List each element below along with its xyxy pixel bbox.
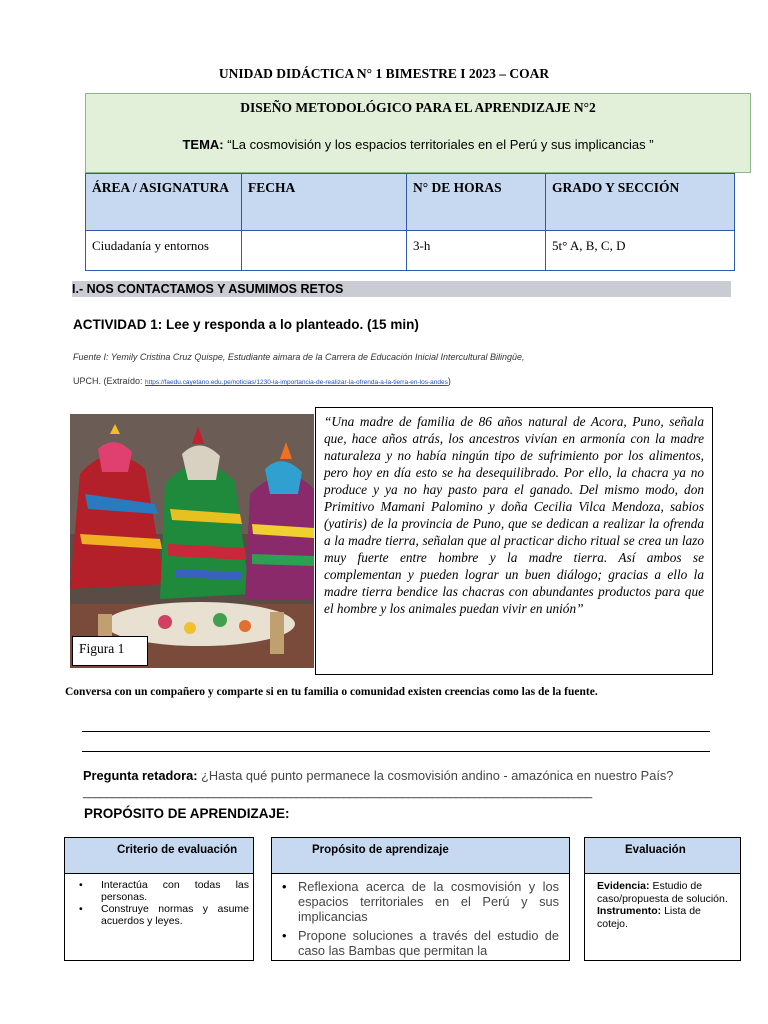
activity-heading: ACTIVIDAD 1: Lee y responda a lo planteado. (15 min) — [73, 317, 419, 332]
tema-text: “La cosmovisión y los espacios territoriales en el Perú y sus implicancias ” — [227, 137, 654, 152]
section-heading: I.- NOS CONTACTAMOS Y ASUMIMOS RETOS — [72, 281, 731, 297]
source-line-2 — [73, 376, 451, 386]
proposito-item: • Propone soluciones a través del estudio de caso las Bambas que permitan la — [282, 928, 559, 958]
value-fecha — [242, 231, 407, 271]
source-suffix: ) — [447, 376, 451, 386]
info-table-header-row — [86, 174, 735, 231]
evidencia-label: Evidencia: — [597, 880, 650, 892]
source-line-1: Fuente I: Yemily Cristina Cruz Quispe, Estudiante aimara de la Carrera de Educación Inicial Intercultural Bilingüe, — [73, 352, 525, 362]
info-table-value-row — [86, 231, 735, 271]
info-table — [85, 173, 735, 271]
instrumento-line — [597, 905, 732, 930]
design-header-box — [85, 93, 751, 173]
pregunta-blank[interactable]: ______________________________________________________________________________________ — [83, 787, 592, 799]
criterio-header: Criterio de evaluación — [65, 838, 253, 874]
header-area: ÁREA / ASIGNATURA — [86, 174, 242, 231]
source-link[interactable]: https://faedu.cayetano.edu.pe/noticias/1230-la-importancia-de-realizar-la-ofrenda-a-la-tierra-en-los-andes — [145, 379, 448, 386]
criterio-item: • Interactúa con todas las personas. — [73, 879, 249, 903]
proposito-item: • Reflexiona acerca de la cosmovisión y los espacios territoriales en el Perú y sus implicancias — [282, 879, 559, 924]
header-horas: N° DE HORAS — [407, 174, 546, 231]
design-title: DISEÑO METODOLÓGICO PARA EL APRENDIZAJE N°2 — [240, 100, 596, 115]
proposito-header: Propósito de aprendizaje — [272, 838, 569, 874]
evidencia-text: Estudio de caso/propuesta de solución. — [597, 880, 728, 905]
evaluacion-header: Evaluación — [585, 838, 740, 874]
unit-title: UNIDAD DIDÁCTICA N° 1 BIMESTRE I 2023 – COAR — [218, 66, 550, 81]
answer-line-2[interactable] — [82, 751, 710, 752]
header-grado: GRADO Y SECCIÓN — [546, 174, 735, 231]
instrumento-text: Lista de cotejo. — [597, 905, 701, 930]
value-area: Ciudadanía y entornos — [86, 231, 242, 271]
tema-line — [166, 137, 670, 152]
pregunta-retadora — [83, 768, 723, 801]
evidencia-line — [597, 880, 732, 905]
tema-label: TEMA: — [182, 137, 224, 152]
instrumento-label: Instrumento: — [597, 905, 662, 917]
source-prefix: UPCH. (Extraído: — [73, 376, 143, 386]
quote-box: “Una madre de familia de 86 años natural de Acora, Puno, señala que, hace años atrás, los ancestros vivían en armonía con la madre naturaleza y no había ningún tipo de sufrimiento por los alimentos, pero hoy en día esto se ha desequilibrado. Por ello, la chacra ya no produce y ya no hay pasto para el ganado. Del mismo modo, don Primitivo Mamani Palomino y doña Cecilia Vilca Mendoza, sabios (yatiris) de la provincia de Puno, que se dedican a realizar la ofrenda a la madre tierra, señalan que al practicar dicho ritual se crea un lazo muy fuerte entre hombre y la madre tierra. Así ambos se complementan y pueden lograr un buen diálogo; gracias a ello la madre tierra bendice las chacras con abundantes productos para que el hombre y los animales puedan vivir en unión” — [315, 407, 713, 675]
value-grado: 5t° A, B, C, D — [546, 231, 735, 271]
proposito-title: PROPÓSITO DE APRENDIZAJE: — [84, 806, 290, 821]
pregunta-label: Pregunta retadora: — [83, 768, 198, 783]
conversa-instruction: Conversa con un compañero y comparte si en tu familia o comunidad existen creencias como las de la fuente. — [65, 686, 598, 698]
evaluacion-box — [584, 837, 741, 961]
ritual-photo — [70, 414, 314, 668]
value-horas: 3-h — [407, 231, 546, 271]
ritual-illustration — [70, 414, 314, 668]
criterio-item: • Construye normas y asume acuerdos y leyes. — [73, 903, 249, 927]
answer-line-1[interactable] — [82, 731, 710, 732]
criterio-box — [64, 837, 254, 961]
pregunta-text: ¿Hasta qué punto permanece la cosmovisión andino - amazónica en nuestro País? — [201, 768, 674, 783]
figure-label: Figura 1 — [72, 636, 148, 666]
proposito-box — [271, 837, 570, 961]
header-fecha: FECHA — [242, 174, 407, 231]
